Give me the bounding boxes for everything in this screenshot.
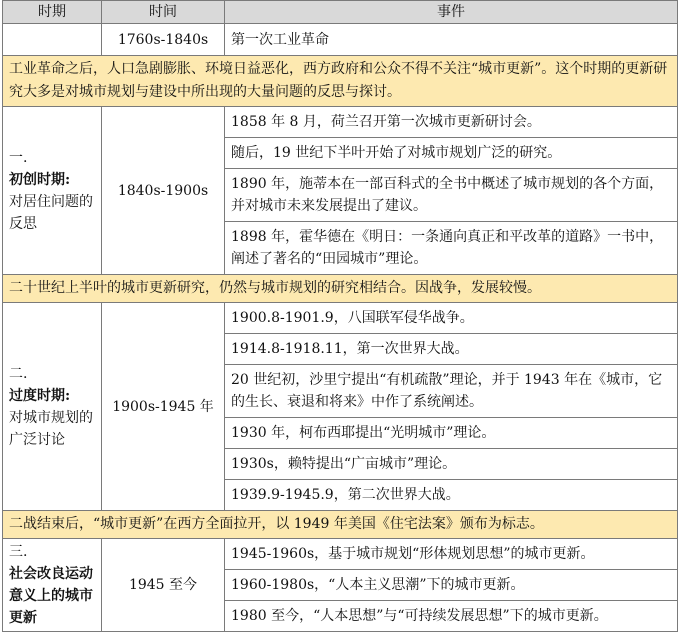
note-text: 二十世纪上半叶的城市更新研究，仍然与城市规划的研究相结合。因战争，发展较慢。 bbox=[3, 275, 678, 303]
era-time-cell: 1900s-1945 年 bbox=[102, 303, 225, 511]
time-cell: 1760s-1840s bbox=[102, 24, 225, 56]
event-cell: 1914.8-1918.11，第一次世界大战。 bbox=[225, 334, 678, 365]
event-cell: 1900.8-1901.9，八国联军侵华战争。 bbox=[225, 303, 678, 334]
era-index: 一. bbox=[9, 149, 28, 166]
era-description: 对城市规划的广泛讨论 bbox=[9, 409, 93, 448]
event-cell: 1898 年，霍华德在《明日：一条通向真正和平改革的道路》一书中，阐述了著名的“田园城市”理论。 bbox=[225, 222, 678, 275]
era-index: 三. bbox=[9, 544, 28, 560]
era-index: 二. bbox=[9, 365, 28, 382]
event-cell: 1960-1980s，“人本主义思潮”下的城市更新。 bbox=[225, 570, 678, 601]
header-time: 时间 bbox=[102, 1, 225, 24]
event-cell: 第一次工业革命 bbox=[225, 24, 678, 56]
table-row bbox=[3, 24, 678, 56]
table-row bbox=[3, 539, 678, 570]
event-cell: 随后，19 世纪下半叶开始了对城市规划广泛的研究。 bbox=[225, 138, 678, 169]
event-cell: 1858 年 8 月，荷兰召开第一次城市更新研讨会。 bbox=[225, 107, 678, 138]
event-cell: 1930s，赖特提出“广亩城市”理论。 bbox=[225, 449, 678, 480]
event-cell: 1980 至今，“人本思想”与“可持续发展思想”下的城市更新。 bbox=[225, 601, 678, 632]
note-row bbox=[3, 275, 678, 303]
era-time-cell: 1840s-1900s bbox=[102, 107, 225, 275]
event-cell: 1945-1960s，基于城市规划“形体规划思想”的城市更新。 bbox=[225, 539, 678, 570]
period-cell-empty bbox=[3, 24, 102, 56]
note-row bbox=[3, 511, 678, 539]
event-cell: 1890 年，施蒂本在一部百科式的全书中概述了城市规划的各个方面，并对城市未来发展提出了建议。 bbox=[225, 169, 678, 222]
header-event: 事件 bbox=[225, 1, 678, 24]
note-text: 工业革命之后，人口急剧膨胀、环境日益恶化，西方政府和公众不得不关注“城市更新”。这个时期的更新研究大多是对城市规划与建设中所出现的大量问题的反思与探讨。 bbox=[3, 56, 678, 107]
event-cell: 20 世纪初，沙里宁提出“有机疏散”理论，并于 1943 年在《城市，它的生长、衰退和将来》中作了系统阐述。 bbox=[225, 365, 678, 418]
era-cell bbox=[3, 303, 102, 511]
era-name: 过度时期: bbox=[9, 387, 71, 404]
event-cell: 1930 年，柯布西耶提出“光明城市”理论。 bbox=[225, 418, 678, 449]
era-cell bbox=[3, 107, 102, 275]
header-period: 时期 bbox=[3, 1, 102, 24]
event-cell: 1939.9-1945.9，第二次世界大战。 bbox=[225, 480, 678, 511]
table-row bbox=[3, 107, 678, 138]
era-name: 社会改良运动意义上的城市更新 bbox=[9, 566, 93, 626]
urban-renewal-history-table bbox=[2, 0, 678, 632]
note-text: 二战结束后，“城市更新”在西方全面拉开，以 1949 年美国《住宅法案》颁布为标志。 bbox=[3, 511, 678, 539]
table-row bbox=[3, 303, 678, 334]
note-row bbox=[3, 56, 678, 107]
era-time-cell: 1945 至今 bbox=[102, 539, 225, 632]
era-name: 初创时期: bbox=[9, 171, 71, 188]
header-row bbox=[3, 1, 678, 24]
era-description: 对居住问题的反思 bbox=[9, 193, 93, 232]
era-cell bbox=[3, 539, 102, 632]
